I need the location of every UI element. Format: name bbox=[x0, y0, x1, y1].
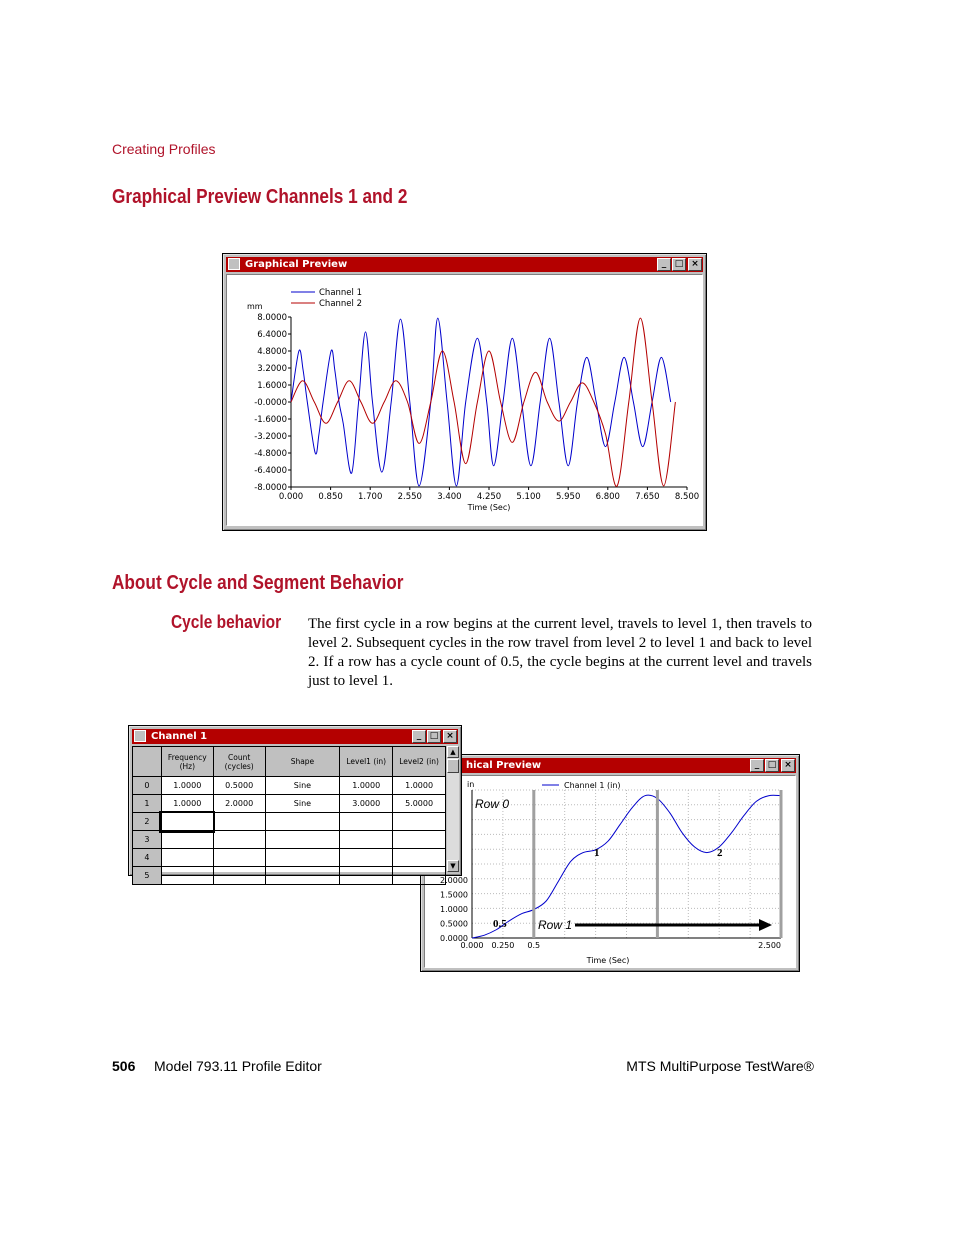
y-tick-label: 1.0000 bbox=[440, 905, 468, 914]
channel-table-window bbox=[128, 725, 462, 880]
cell-level2[interactable]: 1.0000 bbox=[393, 777, 446, 795]
segment-grid-container bbox=[132, 746, 446, 880]
channel-window-titlebar[interactable] bbox=[132, 729, 458, 744]
minimize-button-2[interactable]: _ bbox=[750, 759, 764, 772]
cell-level2[interactable]: 5.0000 bbox=[393, 795, 446, 813]
table-row[interactable] bbox=[133, 831, 446, 849]
x-tick-label: 3.400 bbox=[437, 492, 462, 502]
y-tick-label: 1.6000 bbox=[257, 381, 287, 391]
cell-shape[interactable]: Sine bbox=[265, 795, 340, 813]
x-tick-label: 6.800 bbox=[595, 492, 620, 502]
channel-minimize-button[interactable]: _ bbox=[412, 730, 426, 743]
x-tick-label: 1.700 bbox=[358, 492, 383, 502]
x-tick-label: 4.250 bbox=[476, 492, 502, 502]
y-tick-label: -6.4000 bbox=[254, 466, 287, 476]
minimize-button[interactable]: _ bbox=[657, 258, 671, 271]
scroll-thumb[interactable] bbox=[447, 759, 459, 773]
channel-window-title: Channel 1 bbox=[151, 731, 208, 742]
maximize-button-2[interactable]: □ bbox=[765, 759, 779, 772]
y-tick-label: -4.8000 bbox=[254, 449, 287, 459]
x-tick-label: 2.550 bbox=[397, 492, 422, 502]
row-header[interactable]: 5 bbox=[133, 867, 162, 885]
graphical-preview-window bbox=[222, 253, 707, 531]
cell-level2[interactable] bbox=[393, 831, 446, 849]
window-system-icon[interactable] bbox=[228, 258, 240, 270]
row-header[interactable]: 2 bbox=[133, 813, 162, 831]
cell-frequency[interactable] bbox=[161, 849, 213, 867]
row-header[interactable]: 0 bbox=[133, 777, 162, 795]
row-divider-bar bbox=[532, 790, 535, 938]
cell-level1[interactable]: 1.0000 bbox=[340, 777, 393, 795]
y-tick-label: -0.0000 bbox=[254, 398, 287, 408]
scroll-up-arrow-icon[interactable]: ▲ bbox=[447, 746, 459, 758]
breadcrumb: Creating Profiles bbox=[112, 141, 216, 157]
cell-frequency[interactable] bbox=[161, 813, 213, 831]
grid-corner bbox=[133, 747, 162, 777]
cell-frequency[interactable] bbox=[161, 867, 213, 885]
cell-level2[interactable] bbox=[393, 813, 446, 831]
y-tick-label: 8.0000 bbox=[257, 313, 287, 323]
cell-frequency[interactable]: 1.0000 bbox=[161, 795, 213, 813]
x-tick-label: 5.100 bbox=[516, 492, 541, 502]
series-line-channel-1 bbox=[291, 318, 671, 486]
annotation-level-2: 2 bbox=[717, 847, 723, 859]
close-button-2[interactable]: × bbox=[781, 759, 795, 772]
col-header-level1[interactable]: Level1 (in) bbox=[340, 747, 393, 777]
scroll-down-arrow-icon[interactable]: ▼ bbox=[447, 860, 459, 872]
cell-shape[interactable] bbox=[265, 849, 340, 867]
graphical-preview-window-2 bbox=[420, 754, 800, 972]
y-tick-label: 0.0000 bbox=[440, 934, 468, 943]
x-axis-label: Time (Sec) bbox=[467, 503, 511, 512]
maximize-button[interactable]: □ bbox=[672, 258, 686, 271]
cell-count[interactable] bbox=[213, 813, 265, 831]
footer-right-text: MTS MultiPurpose TestWare® bbox=[626, 1058, 814, 1074]
row-divider-bar bbox=[656, 790, 659, 938]
cell-level2[interactable] bbox=[393, 849, 446, 867]
col-header-shape[interactable]: Shape bbox=[265, 747, 340, 777]
y-unit-label: in bbox=[467, 780, 475, 789]
y-tick-label: 4.8000 bbox=[257, 347, 287, 357]
window-titlebar-2[interactable] bbox=[424, 758, 796, 773]
cell-count[interactable] bbox=[213, 867, 265, 885]
section-title-graphical-preview: Graphical Preview Channels 1 and 2 bbox=[112, 186, 408, 208]
section-title-cycle-segment: About Cycle and Segment Behavior bbox=[112, 572, 404, 594]
table-row[interactable] bbox=[133, 867, 446, 885]
legend-label: Channel 1 bbox=[319, 288, 363, 298]
vertical-scrollbar[interactable] bbox=[447, 746, 459, 872]
cell-count[interactable] bbox=[213, 849, 265, 867]
graphical-preview-chart bbox=[227, 275, 702, 525]
x-tick-label: 7.650 bbox=[635, 492, 660, 502]
table-row[interactable] bbox=[133, 849, 446, 867]
y-unit-label: mm bbox=[247, 302, 263, 311]
cell-count[interactable]: 0.5000 bbox=[213, 777, 265, 795]
y-tick-label: -1.6000 bbox=[254, 415, 287, 425]
cell-count[interactable] bbox=[213, 831, 265, 849]
x-tick-label: 0.250 bbox=[491, 941, 515, 950]
row-header[interactable]: 4 bbox=[133, 849, 162, 867]
table-row[interactable] bbox=[133, 777, 446, 795]
col-header-level2[interactable]: Level2 (in) bbox=[393, 747, 446, 777]
annotation-half: 0.5 bbox=[493, 918, 507, 930]
window-title: Graphical Preview bbox=[245, 259, 348, 270]
close-button[interactable]: × bbox=[688, 258, 702, 271]
row1-arrow-head bbox=[759, 919, 772, 931]
cell-level1[interactable] bbox=[340, 849, 393, 867]
window-titlebar[interactable] bbox=[226, 257, 703, 272]
x-tick-label: 2.500 bbox=[758, 941, 781, 950]
col-header-frequency[interactable]: Frequency (Hz) bbox=[161, 747, 213, 777]
channel-window-system-icon[interactable] bbox=[134, 730, 146, 742]
cell-level1[interactable] bbox=[340, 867, 393, 885]
channel-maximize-button[interactable]: □ bbox=[427, 730, 441, 743]
page-number: 506 bbox=[112, 1058, 136, 1074]
cell-frequency[interactable] bbox=[161, 831, 213, 849]
legend-label: Channel 2 bbox=[319, 299, 363, 309]
cycle-behavior-paragraph: The first cycle in a row begins at the current level, travels to level 1, then travels to level 2. Subsequent cycles in the row travel from level 2 to level 1 and back to level 2. If a row has a cycle count of 0.5, the cycle begins at the current level and travels just to level 1. bbox=[308, 616, 812, 689]
cell-shape[interactable]: Sine bbox=[265, 777, 340, 795]
y-tick-label: 2.0000 bbox=[440, 876, 468, 885]
y-tick-label: -3.2000 bbox=[254, 432, 287, 442]
cell-shape[interactable] bbox=[265, 813, 340, 831]
annotation-level-1: 1 bbox=[594, 847, 600, 859]
y-tick-label: 1.5000 bbox=[440, 890, 468, 900]
chart-area bbox=[226, 274, 703, 526]
x-axis-label: Time (Sec) bbox=[586, 956, 630, 965]
cell-shape[interactable] bbox=[265, 831, 340, 849]
y-tick-label: -8.0000 bbox=[254, 483, 287, 493]
annotation-row-1: Row 1 bbox=[538, 918, 573, 932]
cell-level1[interactable] bbox=[340, 831, 393, 849]
col-header-count[interactable]: Count (cycles) bbox=[213, 747, 265, 777]
subsection-title-cycle-behavior: Cycle behavior bbox=[171, 612, 282, 632]
cell-frequency[interactable]: 1.0000 bbox=[161, 777, 213, 795]
x-tick-label: 5.950 bbox=[556, 492, 581, 502]
row-header[interactable]: 3 bbox=[133, 831, 162, 849]
table-row[interactable] bbox=[133, 795, 446, 813]
y-tick-label: 3.2000 bbox=[257, 364, 287, 374]
row-header[interactable]: 1 bbox=[133, 795, 162, 813]
chart-area-2 bbox=[424, 775, 796, 968]
x-tick-label: 0.5 bbox=[527, 941, 541, 950]
x-tick-label: 0.850 bbox=[318, 492, 343, 502]
legend-label: Channel 1 (in) bbox=[564, 781, 621, 790]
cell-level2[interactable] bbox=[393, 867, 446, 885]
cycle-preview-chart bbox=[425, 776, 795, 967]
cell-shape[interactable] bbox=[265, 867, 340, 885]
segment-grid bbox=[132, 746, 446, 885]
table-row[interactable] bbox=[133, 813, 446, 831]
row-divider-bar bbox=[780, 790, 783, 938]
cell-level1[interactable] bbox=[340, 813, 393, 831]
y-tick-label: 0.5000 bbox=[440, 919, 468, 929]
cell-count[interactable]: 2.0000 bbox=[213, 795, 265, 813]
footer-left-text: Model 793.11 Profile Editor bbox=[154, 1058, 322, 1074]
window-title-2: hical Preview bbox=[466, 760, 542, 771]
x-tick-label: 0.000 bbox=[460, 941, 484, 950]
channel-close-button[interactable]: × bbox=[443, 730, 457, 743]
cell-level1[interactable]: 3.0000 bbox=[340, 795, 393, 813]
x-tick-label: 0.000 bbox=[278, 492, 304, 502]
annotation-row-0: Row 0 bbox=[475, 797, 510, 811]
y-tick-label: 6.4000 bbox=[257, 330, 287, 340]
x-tick-label: 8.500 bbox=[674, 492, 700, 502]
